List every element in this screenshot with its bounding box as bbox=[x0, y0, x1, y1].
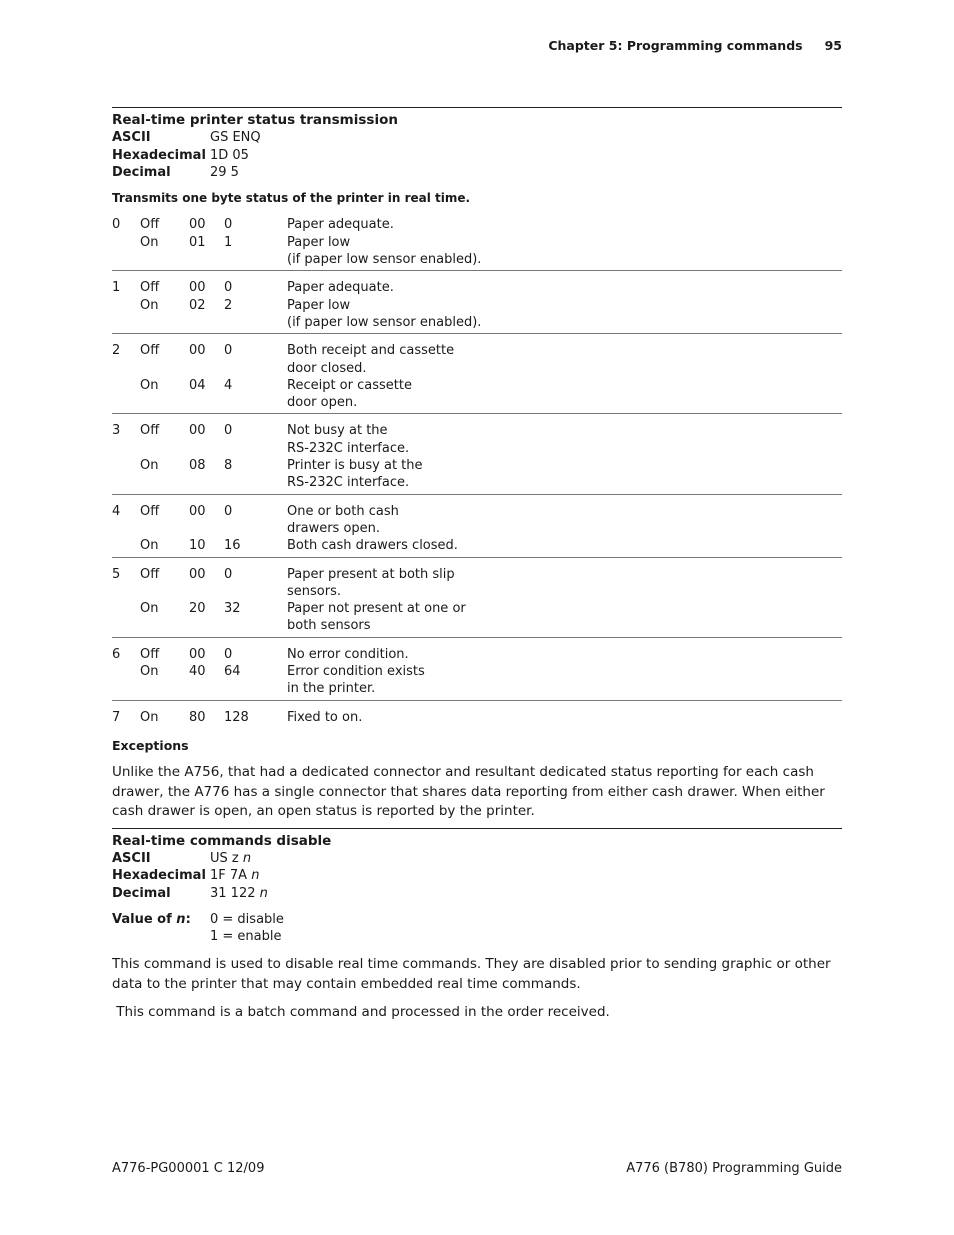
dec-value: 32 bbox=[224, 601, 241, 617]
page-number: 95 bbox=[824, 38, 842, 53]
hex-value: 10 bbox=[189, 538, 206, 554]
function-line: in the printer. bbox=[287, 681, 376, 697]
hex-value: 04 bbox=[189, 377, 206, 393]
exceptions-heading: Exceptions bbox=[112, 737, 189, 753]
code-value: 29 5 bbox=[210, 164, 239, 180]
bit-state-row bbox=[112, 600, 842, 635]
dec-value: 64 bbox=[224, 664, 241, 680]
dec-value: 0 bbox=[224, 566, 233, 582]
bit-state: On bbox=[140, 377, 159, 393]
value-label: Value of n: bbox=[112, 911, 191, 927]
code-key: Hexadecimal bbox=[112, 147, 206, 163]
dec-value: 2 bbox=[224, 297, 233, 313]
dec-value: 0 bbox=[224, 280, 233, 296]
bit-state: On bbox=[140, 297, 159, 313]
function-line: Paper present at both slip bbox=[287, 566, 455, 582]
hex-value: 00 bbox=[189, 280, 206, 296]
bit-function bbox=[287, 709, 842, 726]
dec-value: 0 bbox=[224, 217, 233, 233]
bit-state-row bbox=[112, 537, 842, 554]
bit-state: Off bbox=[140, 423, 160, 439]
bit-state: Off bbox=[140, 280, 160, 296]
bit-number: 6 bbox=[112, 646, 121, 662]
function-line: (if paper low sensor enabled). bbox=[287, 314, 482, 330]
function-line: Both receipt and cassette bbox=[287, 343, 455, 359]
function-line: Fixed to on. bbox=[287, 709, 363, 725]
function-line: door open. bbox=[287, 395, 358, 411]
dec-value: 1 bbox=[224, 234, 233, 250]
bit-number bbox=[112, 297, 140, 332]
function-line: sensors. bbox=[287, 583, 341, 599]
hex-value: 00 bbox=[189, 646, 206, 662]
dec-value: 4 bbox=[224, 377, 233, 393]
code-key: ASCII bbox=[112, 851, 151, 866]
footer-doc-id: A776-PG00001 C 12/09 bbox=[112, 1161, 265, 1176]
bit-state-row bbox=[112, 503, 842, 538]
bit-state: Off bbox=[140, 646, 160, 662]
code-value: 1F 7A n bbox=[210, 868, 260, 884]
footer-guide-title: A776 (B780) Programming Guide bbox=[626, 1161, 842, 1176]
bit-number: 2 bbox=[112, 343, 121, 359]
function-line: Paper low bbox=[287, 297, 351, 313]
function-line: Paper not present at one or bbox=[287, 601, 466, 617]
section-title-status-transmission: Real-time printer status transmission bbox=[112, 112, 398, 128]
bit-state: On bbox=[140, 601, 159, 617]
status-bit-row bbox=[112, 422, 842, 494]
bit-state: Off bbox=[140, 503, 160, 519]
bit-state-row bbox=[112, 709, 842, 726]
hex-value: 00 bbox=[189, 503, 206, 519]
bit-state: Off bbox=[140, 343, 160, 359]
command-codes bbox=[112, 850, 842, 902]
function-line: both sensors bbox=[287, 618, 371, 634]
hex-value: 40 bbox=[189, 664, 206, 680]
bit-state-row bbox=[112, 297, 842, 332]
description-paragraph: This command is used to disable real time commands. They are disabled prior to sending graphic or other data to the printer that may contain embedded real time commands. bbox=[112, 956, 831, 992]
bit-state-row bbox=[112, 216, 842, 233]
code-value: 1D 05 bbox=[210, 147, 249, 163]
bit-number bbox=[112, 663, 140, 698]
function-line: Paper low bbox=[287, 234, 351, 250]
hex-value: 20 bbox=[189, 601, 206, 617]
hex-value: 00 bbox=[189, 566, 206, 582]
hex-value: 02 bbox=[189, 297, 206, 313]
bit-number: 1 bbox=[112, 280, 121, 296]
hex-value: 01 bbox=[189, 234, 206, 250]
bit-number bbox=[112, 600, 140, 635]
bit-function bbox=[287, 457, 842, 492]
bit-function bbox=[287, 503, 842, 538]
exceptions-paragraph: Unlike the A756, that had a dedicated connector and resultant dedicated status reporting for each cash drawer, the A776 has a single connector that shares data reporting from either cash drawer. When either cash drawer is open, an open status is reported by the printer. bbox=[112, 764, 825, 820]
running-header bbox=[548, 38, 842, 53]
bit-number: 3 bbox=[112, 423, 121, 439]
bit-state-row bbox=[112, 234, 842, 269]
bit-number bbox=[112, 377, 140, 412]
dec-value: 0 bbox=[224, 646, 233, 662]
code-key: Decimal bbox=[112, 885, 171, 901]
bit-state-row bbox=[112, 422, 842, 457]
dec-value: 16 bbox=[224, 538, 241, 554]
code-value: 31 122 n bbox=[210, 885, 268, 901]
dec-value: 0 bbox=[224, 423, 233, 439]
dec-value: 128 bbox=[224, 709, 249, 725]
bit-number: 5 bbox=[112, 566, 121, 582]
function-line: Receipt or cassette bbox=[287, 377, 412, 393]
bit-function bbox=[287, 234, 842, 269]
bit-function bbox=[287, 297, 842, 332]
bit-function bbox=[287, 537, 842, 554]
bit-state-row bbox=[112, 663, 842, 698]
command-description: Transmits one byte status of the printer in real time. bbox=[112, 191, 471, 206]
section-rule bbox=[112, 828, 842, 1023]
bit-function bbox=[287, 216, 842, 233]
section-rule bbox=[112, 107, 842, 108]
function-line: Error condition exists bbox=[287, 664, 425, 680]
bit-state-row bbox=[112, 377, 842, 412]
function-line: drawers open. bbox=[287, 520, 381, 536]
bit-state-row bbox=[112, 342, 842, 377]
function-line: Not busy at the bbox=[287, 423, 388, 439]
status-bit-row bbox=[112, 216, 842, 271]
hex-value: 00 bbox=[189, 423, 206, 439]
bit-function bbox=[287, 566, 842, 601]
code-key: Hexadecimal bbox=[112, 868, 206, 884]
section-title-commands-disable: Real-time commands disable bbox=[112, 832, 332, 849]
bit-function bbox=[287, 663, 842, 698]
bit-state-row bbox=[112, 457, 842, 492]
bit-state: Off bbox=[140, 566, 160, 582]
dec-value: 0 bbox=[224, 343, 233, 359]
bit-function bbox=[287, 279, 842, 296]
status-bit-row bbox=[112, 646, 842, 701]
bit-number: 4 bbox=[112, 503, 121, 519]
function-line: Printer is busy at the bbox=[287, 458, 423, 474]
command-codes bbox=[112, 129, 842, 181]
bit-state: Off bbox=[140, 217, 160, 233]
hex-value: 80 bbox=[189, 709, 206, 725]
bit-state-row bbox=[112, 566, 842, 601]
bit-function bbox=[287, 422, 842, 457]
bit-state: On bbox=[140, 709, 159, 725]
batch-note-paragraph: This command is a batch command and processed in the order received. bbox=[112, 1004, 610, 1021]
function-line: door closed. bbox=[287, 360, 367, 376]
status-bit-row bbox=[112, 279, 842, 334]
bit-state-row bbox=[112, 279, 842, 296]
bit-state: On bbox=[140, 234, 159, 250]
value-line: 1 = enable bbox=[210, 929, 282, 945]
function-line: Both cash drawers closed. bbox=[287, 538, 458, 554]
bit-number bbox=[112, 537, 140, 554]
function-line: Paper adequate. bbox=[287, 280, 394, 296]
hex-value: 00 bbox=[189, 217, 206, 233]
function-line: (if paper low sensor enabled). bbox=[287, 252, 482, 268]
bit-state: On bbox=[140, 664, 159, 680]
status-bit-row bbox=[112, 566, 842, 638]
bit-number: 7 bbox=[112, 709, 121, 725]
status-bit-table bbox=[112, 216, 842, 727]
function-line: One or both cash bbox=[287, 503, 399, 519]
dec-value: 8 bbox=[224, 458, 233, 474]
code-key: ASCII bbox=[112, 130, 151, 146]
code-key: Decimal bbox=[112, 164, 171, 180]
value-of-n bbox=[112, 911, 842, 946]
hex-value: 00 bbox=[189, 343, 206, 359]
code-value: GS ENQ bbox=[210, 130, 261, 146]
function-line: No error condition. bbox=[287, 646, 409, 662]
function-line: Paper adequate. bbox=[287, 217, 394, 233]
value-line: 0 = disable bbox=[210, 911, 284, 927]
bit-function bbox=[287, 377, 842, 412]
bit-state: On bbox=[140, 458, 159, 474]
bit-function bbox=[287, 342, 842, 377]
bit-state-row bbox=[112, 646, 842, 663]
status-bit-row bbox=[112, 709, 842, 728]
chapter-title: Chapter 5: Programming commands bbox=[548, 38, 803, 53]
page-body bbox=[112, 107, 842, 1023]
bit-function bbox=[287, 600, 842, 635]
status-bit-row bbox=[112, 503, 842, 558]
function-line: RS-232C interface. bbox=[287, 475, 410, 491]
bit-number: 0 bbox=[112, 217, 121, 233]
status-bit-row bbox=[112, 342, 842, 414]
bit-function bbox=[287, 646, 842, 663]
code-value: US z n bbox=[210, 851, 252, 866]
bit-state: On bbox=[140, 538, 159, 554]
bit-number bbox=[112, 234, 140, 269]
hex-value: 08 bbox=[189, 458, 206, 474]
dec-value: 0 bbox=[224, 503, 233, 519]
function-line: RS-232C interface. bbox=[287, 440, 410, 456]
bit-number bbox=[112, 457, 140, 492]
